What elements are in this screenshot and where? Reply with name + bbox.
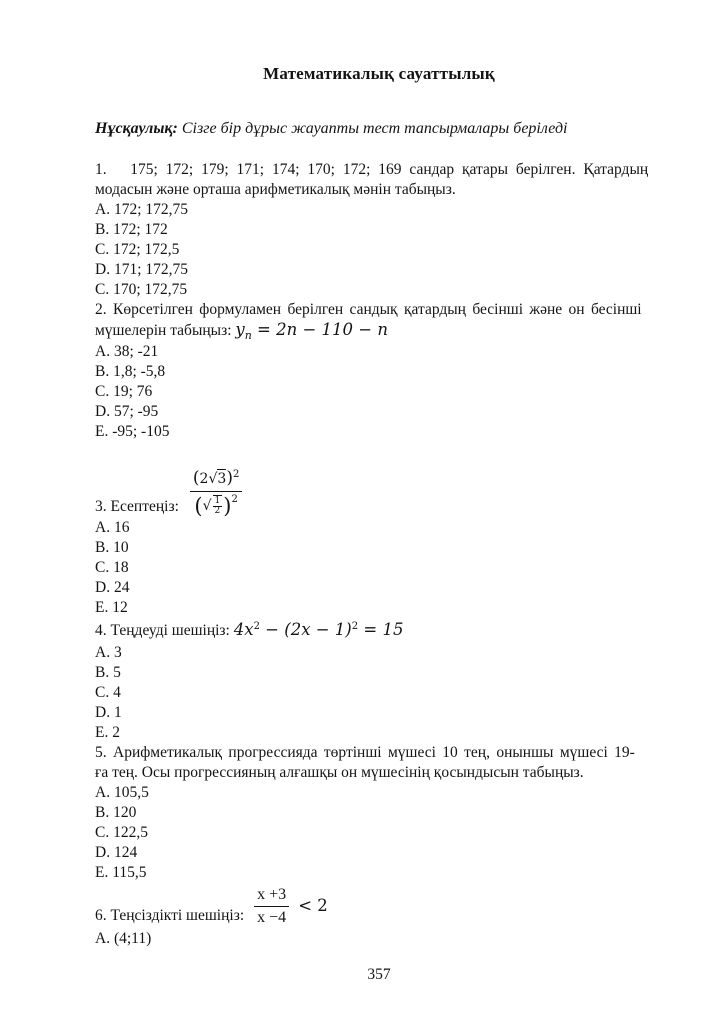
- radical-sign: √: [208, 471, 218, 488]
- question-5-line-1: 5. Арифметикалық прогрессияда төртінші мүшесі 10 тең, оныншы мүшесі 19-: [95, 744, 635, 761]
- right-paren: ): [223, 493, 232, 518]
- exponent: 2: [232, 469, 240, 481]
- question-4-prompt: [95, 620, 663, 643]
- answer-option: A. (4;11): [95, 930, 152, 947]
- question-3-label: 3. Есептеңіз:: [95, 498, 179, 515]
- instruction-text: Сізге бір дұрыс жауапты тест тапсырмалары беріледі: [181, 120, 568, 137]
- left-paren: (: [192, 468, 200, 489]
- exponent: 2: [351, 621, 359, 632]
- formula-term: − (2x − 1): [259, 620, 352, 639]
- fraction-denominator: [190, 491, 241, 518]
- answer-option: E. 12: [95, 599, 128, 616]
- answer-option: D. 57; -95: [95, 403, 159, 420]
- answer-option: E. 115,5: [95, 864, 147, 881]
- answer-option: B. 5: [95, 664, 121, 681]
- answer-option: D. 1: [95, 704, 122, 721]
- radicand: 3: [217, 471, 227, 488]
- question-3-formula: [189, 469, 243, 518]
- question-6-fraction: [254, 885, 289, 926]
- question-3-prompt: [95, 454, 663, 518]
- fraction-denominator: x −4: [254, 906, 289, 927]
- answer-option: B. 1,8; -5,8: [95, 363, 166, 380]
- answer-option: C. 170; 172,75: [95, 281, 188, 298]
- question-1: [95, 160, 663, 300]
- question-5: [95, 743, 663, 883]
- question-4-formula: [234, 620, 404, 639]
- formula-term: = 15: [358, 620, 404, 639]
- exponent: 2: [253, 621, 260, 632]
- question-2-lead: мүшелерін табыңыз:: [95, 322, 232, 339]
- formula-variable: y: [235, 320, 245, 339]
- question-2: [95, 300, 663, 442]
- answer-option: D. 24: [95, 579, 130, 596]
- answer-option: A. 172; 172,75: [95, 201, 188, 218]
- page-number: 357: [367, 966, 391, 983]
- question-2-line-2: [95, 320, 663, 342]
- answer-option: B. 120: [95, 804, 137, 821]
- question-6: [95, 883, 663, 949]
- coefficient: 2: [199, 471, 209, 488]
- answer-option: C. 4: [95, 684, 121, 701]
- question-4: [95, 620, 663, 743]
- answer-option: E. 2: [95, 724, 120, 741]
- inequality-rhs: < 2: [298, 896, 328, 915]
- answer-option: A. 3: [95, 644, 122, 661]
- radical-expression: [203, 495, 224, 518]
- question-6-label: 6. Теңсіздікті шешіңіз:: [95, 907, 245, 924]
- question-5-line-2: ға тең. Осы прогрессияның алғашқы он мүшесінің қосындысын табыңыз.: [95, 764, 584, 781]
- nested-fraction: [213, 495, 223, 518]
- question-4-label: 4. Теңдеуді шешіңіз:: [95, 622, 230, 639]
- question-1-line-2: модасын және орташа арифметикалық мәнін табыңыз.: [95, 181, 456, 198]
- fraction-numerator: x +3: [257, 886, 287, 904]
- answer-option: B. 172; 172: [95, 221, 168, 238]
- formula-expression: = 2n − 110 − n: [257, 320, 388, 339]
- answer-option: A. 38; -21: [95, 343, 159, 360]
- question-2-formula: [235, 320, 388, 342]
- answer-option: D. 124: [95, 844, 138, 861]
- answer-option: E. -95; -105: [95, 423, 170, 440]
- answer-option: C. 172; 172,5: [95, 241, 180, 258]
- nested-fraction-top: 1: [214, 495, 221, 506]
- exponent: 2: [231, 494, 238, 506]
- left-paren: (: [194, 493, 203, 518]
- answer-option: C. 122,5: [95, 824, 148, 841]
- answer-option: D. 171; 172,75: [95, 261, 188, 278]
- right-paren: ): [226, 468, 233, 489]
- page-title: Математикалық сауаттылық: [263, 64, 495, 83]
- formula-term: 4x: [233, 620, 254, 639]
- answer-option: B. 10: [95, 539, 129, 556]
- question-3: [95, 454, 663, 618]
- question-1-line-1: 1. 175; 172; 179; 171; 174; 170; 172; 169 сандар қатары берілген. Қатардың: [95, 161, 649, 178]
- answer-option: C. 19; 76: [95, 383, 153, 400]
- fraction-numerator: [189, 469, 243, 491]
- page-content: [95, 64, 663, 985]
- nested-fraction-bottom: 2: [214, 506, 221, 517]
- answer-option: A. 16: [95, 519, 130, 536]
- radical-sign: √: [202, 497, 212, 514]
- question-2-line-1: 2. Көрсетілген формуламен берілген сандық қатардың бесінші және он бесінші: [95, 301, 642, 318]
- instruction: [95, 119, 663, 139]
- answer-option: C. 18: [95, 559, 129, 576]
- answer-option: A. 105,5: [95, 784, 149, 801]
- formula-subscript: n: [244, 329, 252, 342]
- instruction-label: Нұсқаулық:: [95, 120, 178, 137]
- question-6-prompt: [95, 883, 663, 929]
